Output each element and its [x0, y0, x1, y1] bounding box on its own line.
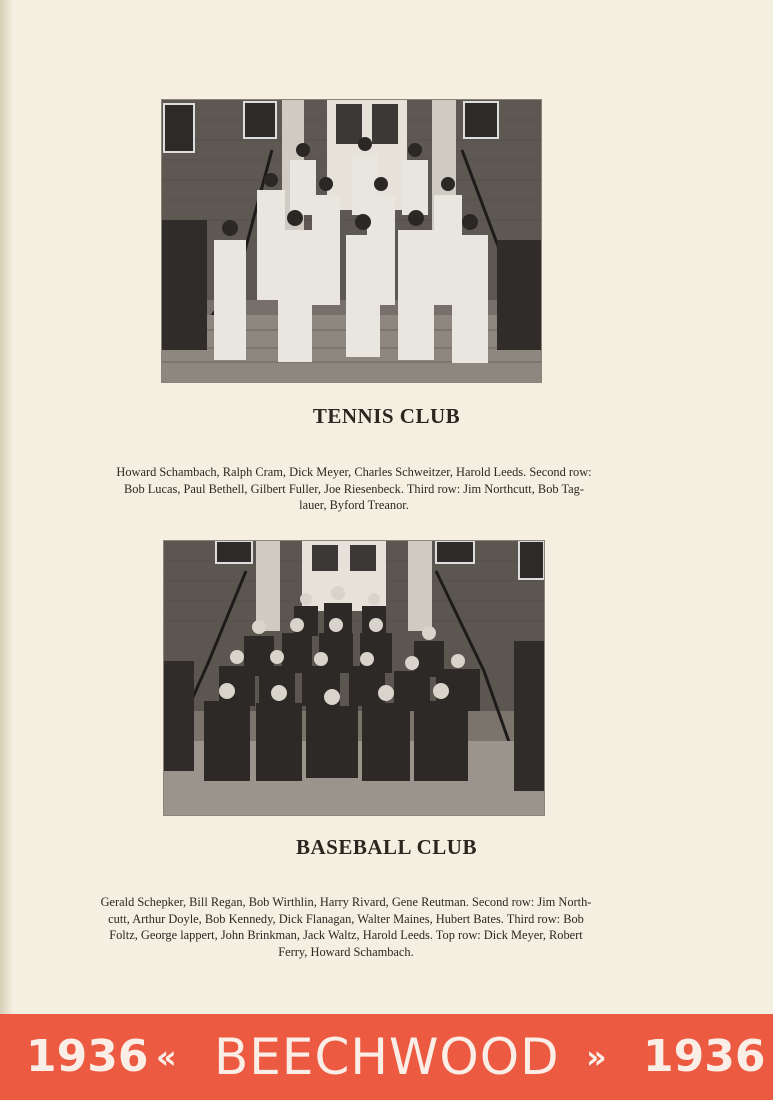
footer-year-right: 1936	[643, 1031, 766, 1082]
caption-line: Foltz, George lappert, John Brinkman, Jack Waltz, Harold Leeds. Top row: Dick Meyer, Robert	[109, 928, 583, 942]
caption-line: Gerald Schepker, Bill Regan, Bob Wirthlin, Harry Rivard, Gene Reutman. Second row: Jim North-	[100, 895, 592, 909]
caption-line: Bob Lucas, Paul Bethell, Gilbert Fuller, Joe Riesenbeck. Third row: Jim Northcutt, Bob Tag-	[123, 481, 584, 496]
baseball-club-title: BASEBALL CLUB	[296, 835, 477, 859]
tennis-club-photo	[162, 100, 541, 382]
caption-line: Ferry, Howard Schambach.	[278, 944, 414, 959]
caption-line: Howard Schambach, Ralph Cram, Dick Meyer, Charles Schweitzer, Harold Leeds. Second row:	[116, 465, 592, 479]
baseball-club-caption	[45, 894, 647, 960]
caption-line: lauer, Byford Treanor.	[299, 498, 409, 512]
tennis-club-title: TENNIS CLUB	[312, 404, 461, 428]
caption-line: cutt, Arthur Doyle, Bob Kennedy, Dick Flanagan, Walter Maines, Hubert Bates. Third row: Bob	[108, 911, 584, 926]
footer-yearbook-name: BEECHWOOD	[214, 1028, 560, 1086]
footer-guillemet-left: «	[156, 1038, 177, 1076]
tennis-club-caption	[50, 464, 658, 514]
page-binding-edge	[0, 0, 12, 1100]
footer-year-left: 1936	[26, 1031, 149, 1082]
baseball-club-photo	[164, 541, 544, 815]
footer-guillemet-right: »	[586, 1038, 607, 1076]
yearbook-footer-band	[0, 1014, 773, 1100]
